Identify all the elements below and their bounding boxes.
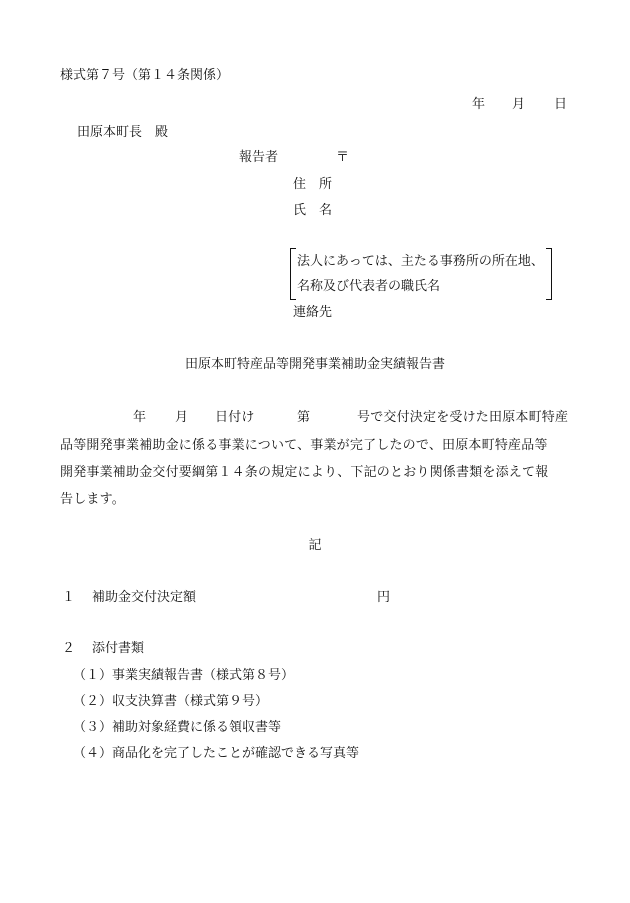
body-number-prefix: 第	[297, 410, 311, 425]
body-line-3: 開発事業補助金交付要綱第１４条の規定により、下記のとおり関係書類を添えて報	[60, 465, 549, 480]
body-dated: 日付け	[215, 410, 255, 425]
address-label: 住 所	[293, 177, 333, 192]
item1-unit: 円	[377, 590, 391, 605]
date-day: 日	[554, 97, 568, 112]
contact-label: 連絡先	[293, 305, 333, 320]
addressee: 田原本町長 殿	[77, 125, 169, 140]
corporate-note-bracket	[290, 248, 552, 298]
postal-mark: 〒	[336, 150, 350, 165]
ki-heading: 記	[308, 538, 322, 553]
item1-label: 補助金交付決定額	[92, 590, 197, 605]
right-bracket	[546, 248, 552, 300]
left-bracket	[290, 248, 296, 300]
item2-number: ２	[62, 641, 76, 656]
reporter-label: 報告者	[239, 150, 279, 165]
body-year: 年	[133, 410, 147, 425]
body-line-4: 告します。	[60, 492, 125, 507]
report-body	[60, 405, 580, 513]
attachment-item: （１）事業実績報告書（様式第８号）	[73, 668, 295, 683]
item2-label: 添付書類	[92, 641, 145, 656]
document-title: 田原本町特産品等開発事業補助金実績報告書	[184, 357, 445, 372]
attachment-item: （４）商品化を完了したことが確認できる写真等	[73, 746, 360, 761]
attachment-item: （２）収支決算書（様式第９号）	[73, 694, 269, 709]
body-line-1	[60, 405, 580, 432]
date-year: 年	[472, 97, 486, 112]
form-number: 様式第７号（第１４条関係）	[60, 68, 230, 83]
attachment-item: （３）補助対象経費に係る領収書等	[73, 720, 282, 735]
body-line1-rest: 号で交付決定を受けた田原本町特産	[357, 410, 569, 425]
date-month: 月	[512, 97, 526, 112]
corporate-note-line2: 名称及び代表者の職氏名	[297, 279, 441, 294]
corporate-note-line1: 法人にあっては、主たる事務所の所在地、	[297, 254, 544, 269]
body-month: 月	[175, 410, 189, 425]
item1-number: １	[62, 590, 76, 605]
name-label: 氏 名	[293, 203, 333, 218]
body-line-2: 品等開発事業補助金に係る事業について、事業が完了したので、田原本町特産品等	[60, 438, 548, 453]
